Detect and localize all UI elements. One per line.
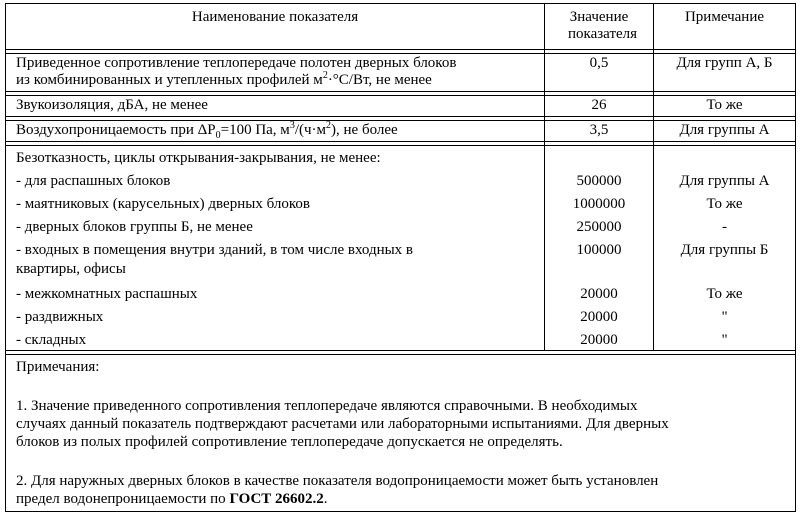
- rule: [5, 141, 796, 142]
- durability-item-note: ": [721, 332, 728, 348]
- rule: [5, 49, 796, 50]
- durability-item-name: - межкомнатных распашных: [16, 286, 198, 302]
- durability-item-note: -: [722, 219, 727, 235]
- row-thermal-name-line2: из комбинированных и утепленных профилей $м^2\cdot^\circ С/Вт$, не менее: [16, 70, 432, 88]
- row-air-name: Воздухопроницаемость при $\Delta Р_0=100$ Па, $м^3/(ч\cdot м^2)$, не более: [16, 120, 398, 141]
- durability-item-note: Для группы А: [679, 173, 770, 189]
- rule: [5, 354, 796, 355]
- note-2-line: предел водонепроницаемости по ГОСТ 26602.2.: [16, 491, 328, 507]
- rule: [5, 145, 796, 146]
- row-air-note: Для группы А: [679, 122, 770, 138]
- rule: [5, 350, 796, 351]
- rule: [5, 3, 6, 512]
- durability-item-value: 100000: [576, 242, 622, 258]
- rule: [5, 91, 796, 92]
- durability-item-name: - маятниковых (карусельных) дверных блоков: [16, 196, 310, 212]
- row-air-value: 3,5: [589, 122, 609, 138]
- header-note: Примечание: [684, 9, 765, 25]
- row-sound-note: То же: [706, 97, 743, 113]
- rule: [5, 3, 796, 4]
- durability-item-value: 20000: [580, 332, 618, 348]
- durability-item-name: - раздвижных: [16, 309, 104, 325]
- row-sound-value: 26: [591, 97, 607, 113]
- durability-item-name: - входных в помещения внутри зданий, в том числе входных в: [16, 242, 414, 258]
- note-1-line: случаях данный показатель подтверждают расчетами или лабораторными испытаниями. Для дверных: [16, 416, 669, 432]
- durability-item-value: 20000: [580, 309, 618, 325]
- durability-title: Безотказность, циклы открывания-закрывания, не менее:: [16, 150, 381, 166]
- note-1-line: 1. Значение приведенного сопротивления теплопередаче являются справочными. В необходимых: [16, 398, 638, 414]
- rule: [5, 53, 796, 54]
- rule: [5, 116, 796, 117]
- gost-reference: ГОСТ 26602.2: [229, 491, 324, 507]
- header-name: Наименование показателя: [191, 9, 359, 25]
- rule: [5, 120, 796, 121]
- note-2-line: 2. Для наружных дверных блоков в качестве показателя водопроницаемости может быть установлен: [16, 473, 659, 489]
- rule: [5, 511, 796, 512]
- durability-item-note: ": [721, 309, 728, 325]
- durability-item-name-cont: квартиры, офисы: [16, 261, 126, 277]
- durability-item-value: 500000: [576, 173, 622, 189]
- durability-item-value: 1000000: [572, 196, 626, 212]
- row-thermal-note: Для групп А, Б: [676, 55, 773, 71]
- durability-item-note: То же: [706, 196, 743, 212]
- durability-item-name: - для распашных блоков: [16, 173, 171, 189]
- row-thermal-name-line1: Приведенное сопротивление теплопередаче полотен дверных блоков: [16, 55, 457, 71]
- durability-item-name: - дверных блоков группы Б, не менее: [16, 219, 253, 235]
- row-thermal-value: 0,5: [589, 55, 609, 71]
- note-1-line: блоков из полых профилей сопротивление теплопередаче допускается не определять.: [16, 434, 563, 450]
- row-sound-name: Звукоизоляция, дБА, не менее: [16, 97, 208, 113]
- durability-item-value: 20000: [580, 286, 618, 302]
- notes-title: Примечания:: [16, 359, 100, 375]
- durability-item-note: То же: [706, 286, 743, 302]
- rule: [795, 3, 796, 512]
- durability-item-value: 250000: [576, 219, 622, 235]
- durability-item-name: - складных: [16, 332, 87, 348]
- durability-item-note: Для группы Б: [680, 242, 769, 258]
- rule: [5, 95, 796, 96]
- header-value: Значение показателя: [568, 9, 638, 42]
